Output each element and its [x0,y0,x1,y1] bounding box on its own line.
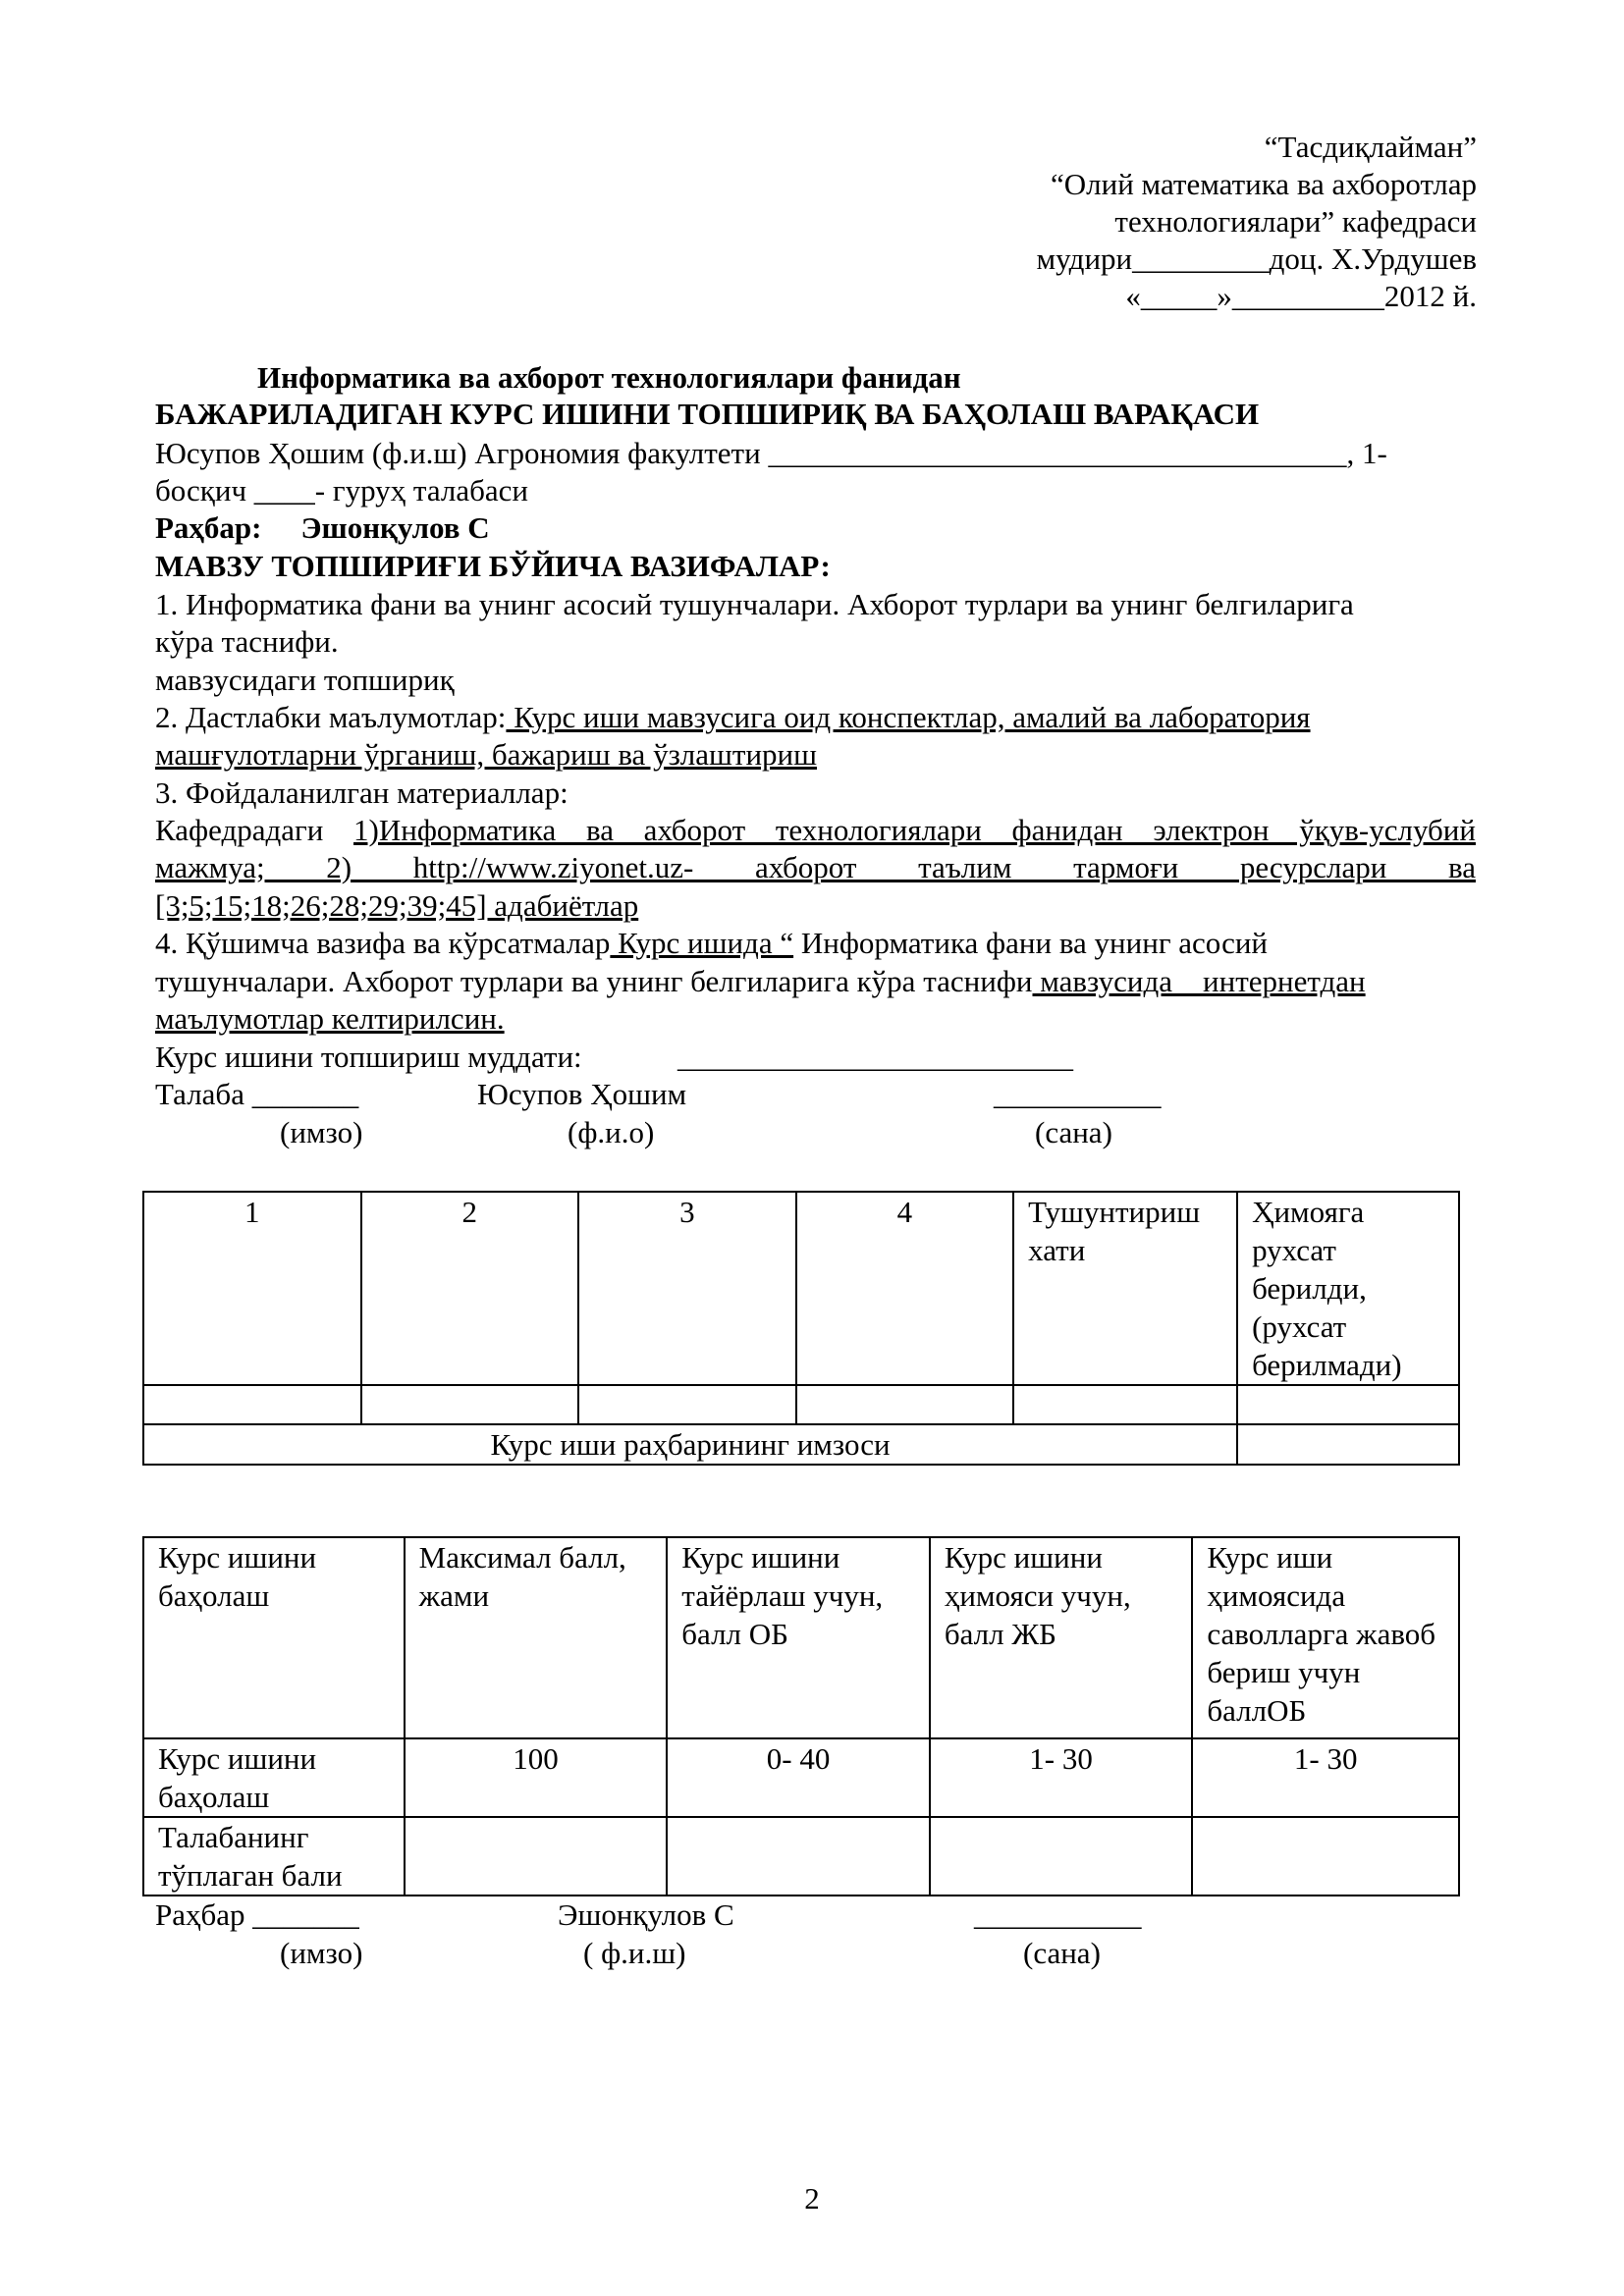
supervisor-line [155,508,490,547]
table-cell: Ҳимояга рухсат берилди, (рухсат берилмади) [1237,1192,1459,1385]
table-cell: 1- 30 [1192,1738,1459,1817]
table-row [143,1738,1459,1817]
faculty-blank: ______________________________________ [768,436,1347,470]
caption-name: (ф.и.о) [568,1115,655,1149]
supervisor-sign-date: ___________ [974,1897,1142,1932]
table-cell [1013,1385,1237,1424]
approval-line: «_____»__________2012 й. [1125,279,1477,313]
student-sign-name: Юсупов Ҳошим [477,1077,687,1111]
deadline-blank: __________________________ [677,1040,1073,1074]
table-cell [930,1817,1193,1896]
task3-text: [3;5;15;18;26;28;29;39;45] адабиётлар [155,888,639,923]
table-header-cell: Курс ишини баҳолаш [143,1537,405,1738]
approval-table [142,1191,1460,1466]
task4-text: мавзусида интернетдан [1032,964,1366,998]
caption-name: ( ф.и.ш) [583,1936,686,1970]
supervisor-label: Раҳбар: [155,510,262,545]
table-cell [578,1385,796,1424]
task2-text: машғулотларни ўрганиш, бажариш ва ўзлаштириш [155,737,818,772]
task1-line: кўра таснифи. [155,624,339,659]
table-cell: 1- 30 [930,1738,1193,1817]
approval-line: мудири_________доц. Х.Урдушев [1036,241,1477,276]
grading-table [142,1536,1460,1896]
table-cell: Курс ишини баҳолаш [143,1738,405,1817]
table-cell: 4 [796,1192,1014,1385]
table-cell [405,1817,668,1896]
subject-heading: Информатика ва ахборот технологиялари фанидан [257,360,961,395]
table-header-cell: Максимал балл, жами [405,1537,668,1738]
task3-label: 3. Фойдаланилган материаллар: [155,775,568,810]
table-cell: 3 [578,1192,796,1385]
supervisor-name: Эшонқулов С [300,510,490,545]
task4-label: 4. Қўшимча вазифа ва кўрсатмалар [155,926,611,960]
student-group-line: босқич ____- гуруҳ талабаси [155,473,528,507]
table-cell [1237,1385,1459,1424]
caption-date: (сана) [1023,1936,1101,1970]
task4-text: маълумотлар келтирилсин. [155,1001,505,1036]
document-title: БАЖАРИЛАДИГАН КУРС ИШИНИ ТОПШИРИҚ ВА БАҲОЛАШ ВАРАҚАСИ [155,397,1260,431]
task2-line [155,698,1311,736]
table-header-cell: Курс ишини тайёрлаш учун, балл ОБ [667,1537,930,1738]
table-cell: Талабанинг тўплаган бали [143,1817,405,1896]
approval-block [1037,129,1477,315]
table-cell: 0- 40 [667,1738,930,1817]
supervisor-sign-label: Раҳбар _______ [155,1897,359,1932]
caption-signature: (имзо) [280,1115,363,1149]
table-row [143,1192,1459,1385]
student-sign-label: Талаба _______ [155,1077,359,1111]
table-cell [361,1385,579,1424]
table-header-cell: Курс иши ҳимоясида саволларга жавоб бериш учун баллОБ [1192,1537,1459,1738]
deadline-label: Курс ишини топшириш муддати: [155,1040,582,1074]
student-sign-date: ___________ [994,1077,1162,1111]
student-info: Юсупов Ҳошим (ф.и.ш) Агрономия факултети [155,436,769,470]
task4-line [155,924,1268,962]
task2-text: Курс иши мавзусига оид конспектлар, амалий ва лаборатория [506,700,1311,734]
table-cell [1237,1424,1459,1465]
task1-line: мавзусидаги топшириқ [155,663,455,697]
task3-line [155,811,1476,849]
tasks-heading: МАВЗУ ТОПШИРИҒИ БЎЙИЧА ВАЗИФАЛАР: [155,549,831,583]
student-info-end: , 1- [1346,436,1387,470]
table-header-cell: Курс ишини ҳимояси учун, балл ЖБ [930,1537,1193,1738]
table-cell [1192,1817,1459,1896]
task3-text: 1)Информатика ва ахборот технологиялари фанидан электрон ўқув-услубий [353,813,1476,847]
table-cell: 2 [361,1192,579,1385]
table-cell [796,1385,1014,1424]
table-row [143,1817,1459,1896]
signature-label-cell: Курс иши раҳбарининг имзоси [143,1424,1237,1465]
task4-line [155,962,1366,1000]
student-line [155,434,1387,472]
table-row [143,1385,1459,1424]
approval-line: “Олий математика ва ахборотлар [1051,167,1477,201]
task4-text: Курс ишида “ [610,926,794,960]
task3-text: мажмуа; 2) http://www.ziyonet.uz- ахборот таълим тармоғи ресурслари ва [155,850,1476,884]
table-cell [667,1817,930,1896]
task1-line: 1. Информатика фани ва унинг асосий тушунчалари. Ахборот турлари ва унинг белгиларига [155,587,1354,621]
task4-text: Информатика фани ва унинг асосий [793,926,1269,960]
caption-date: (сана) [1035,1115,1112,1149]
supervisor-sign-name: Эшонқулов С [558,1897,734,1932]
task4-text: тушунчалари. Ахборот турлари ва унинг белгиларига кўра таснифи [155,964,1033,998]
table-row [143,1537,1459,1738]
approval-line: технологиялари” кафедраси [1114,204,1477,239]
table-cell: 1 [143,1192,361,1385]
page-number: 2 [804,2181,820,2216]
task2-label: 2. Дастлабки маълумотлар: [155,700,507,734]
table-row [143,1424,1459,1465]
caption-signature: (имзо) [280,1936,363,1970]
approval-line: “Тасдиқлайман” [1264,130,1477,164]
task3-prefix: Кафедрадаги [155,813,354,847]
table-cell: Тушунтириш хати [1013,1192,1237,1385]
table-cell: 100 [405,1738,668,1817]
table-cell [143,1385,361,1424]
